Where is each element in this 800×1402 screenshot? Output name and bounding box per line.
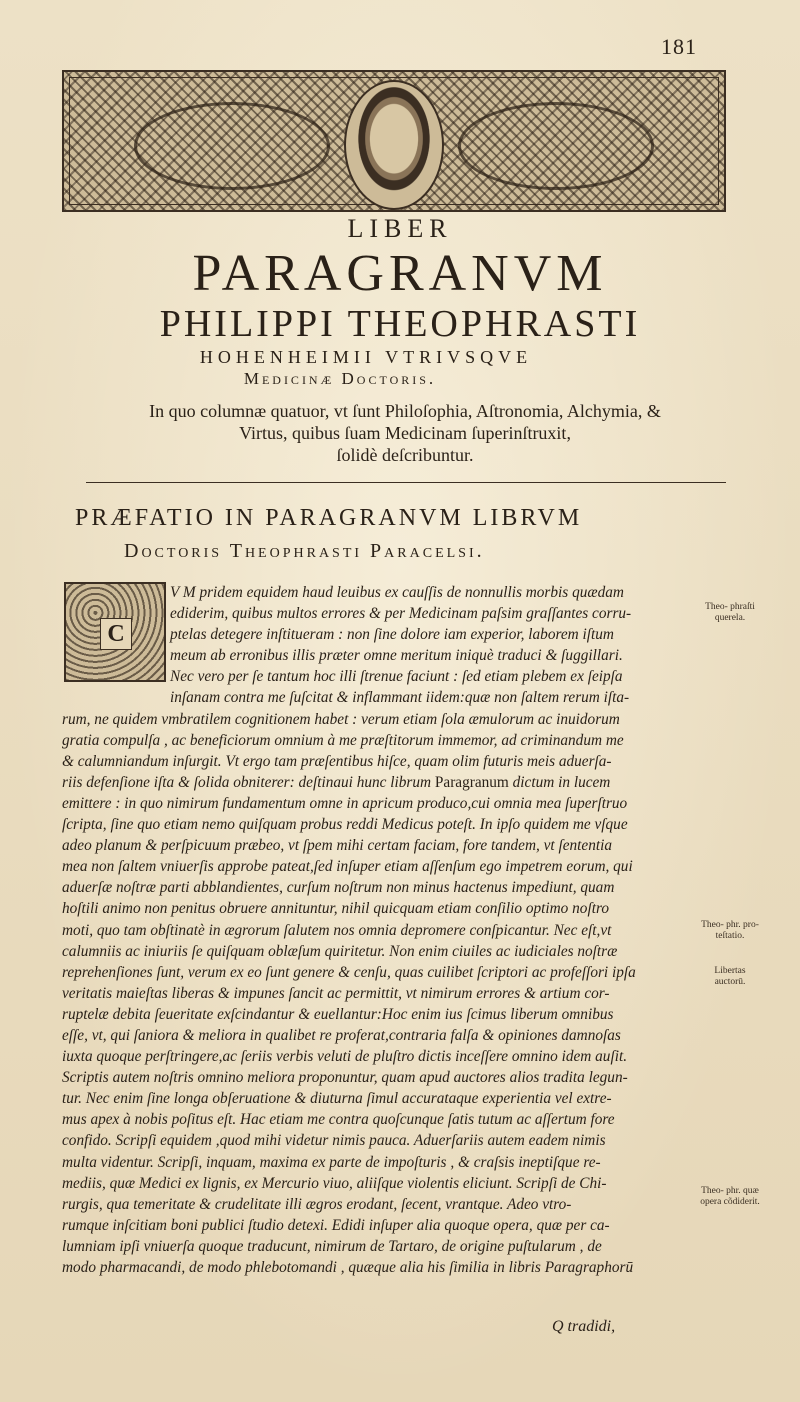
text-line: mediis, quæ Medici ex lignis, ex Mercurio viuo, aliiſque violentis eliciunt. Scripſi de Chi- (62, 1174, 607, 1192)
text-line: confido. Scripſi equidem ,quod mihi videtur nimis pauca. Aduerſariis autem eadem nimis (62, 1132, 606, 1150)
catchword: Q tradidi, (552, 1318, 616, 1335)
margin-note: Theo- phr. quæ opera cõdiderit. (700, 1186, 760, 1207)
title-author: PHILIPPI THEOPHRASTI (159, 303, 641, 345)
subtitle-line: In quo columnæ quatuor, vt ſunt Philoſophia, Aſtronomia, Alchymia, & (149, 401, 661, 421)
subtitle (60, 400, 750, 466)
text-line: tur. Nec enim ſine longa obſeruatione & diuturna ſimul accurataque experientia vel extre- (62, 1090, 612, 1108)
ornamental-headpiece (62, 70, 726, 212)
praefatio-subheading: Doctoris Theophrasti Paracelsi. (124, 540, 485, 562)
scroll-ornament-right (458, 102, 654, 190)
text-line: reprehenſiones ſunt, verum ex eo ſunt genere & cenſu, quas cuilibet ſcriptori ac profeſſori ipſa (62, 963, 636, 981)
text-line: ptelas detegere inſtitueram : non ſine dolore iam experior, laborem iſtum (170, 626, 614, 644)
text-line: emittere : in quo nimirum fundamentum omne in apricum produco,cui omnia mea ſuperſtruo (62, 794, 628, 812)
page-number: 181 (661, 34, 697, 59)
roman-word: Paragranum (434, 773, 509, 791)
title-paragranum: PARAGRANVM (192, 245, 608, 302)
subtitle-line: ſolidè deſcribuntur. (336, 445, 474, 465)
medallion-ornament (344, 80, 444, 210)
margin-note: Theo- phr. pro- teſtatio. (701, 920, 759, 941)
text-line: ſcripta, ſine quo etiam nemo quiſquam probus reddi Medicus poteſt. In ipſo quidem me vſque (62, 816, 628, 834)
text-line: calumniis ac iniuriis ſe quiſquam oblæſum quiritetur. Non enim ciuiles ac iudiciales noſtræ (62, 942, 618, 960)
text-line: ruptelæ debita ſeueritate exſcindantur & euellantur:Hoc enim ius ſcimus liberum omnibus (62, 1005, 614, 1023)
text-line: adeo planum & perſpicuum præbeo, vt ſpem mihi certam faciam, fore tandem, vt ſententia (62, 837, 613, 855)
text-line: lumniam ipſi vniuerſa quoque traducunt, nimirum de Tartaro, de origine puſtularum , de (62, 1237, 602, 1255)
margin-note: Theo- phraſti querela. (705, 602, 755, 623)
title-hohenheimii: HOHENHEIMII VTRIVSQVE (199, 347, 533, 367)
text-line: rum, ne quidem vmbratilem cognitionem habet : verum etiam ſola æmulorum ac inuidorum (62, 710, 620, 728)
initial-letter: C (100, 618, 132, 650)
text-line: hoſtili animo non penitus obruere annituntur, nihil quicquam etiam conſilio optimo noſtro (62, 900, 609, 918)
text-line: Nec vero per ſe tantum hoc illi ſtrenue faciunt : ſed etiam plebem ex ſeipſa (170, 668, 623, 686)
text-line: meum ab erronibus illis præter omne meritum iniquè traduci & ſuggillari. (170, 647, 623, 665)
preface-body (62, 582, 690, 1278)
text-line: Scriptis autem noſtris omnino meliora proponuntur, quam apud auctores alios tradita legun- (62, 1069, 628, 1087)
text-line: modo pharmacandi, de modo phlebotomandi , quæque alia his ſimilia in libris Paragraphorū (62, 1259, 634, 1276)
text-line: mus apex à nobis poſitus eſt. Hac etiam me contra quoſcunque ſatis tutum ac aſſertum fore (62, 1111, 615, 1129)
text-line: inſanam contra me ſuſcitat & inflammant iidem:quæ non ſaltem rerum iſta- (170, 689, 630, 707)
text-line: rumque inſcitiam boni publici ſtudio detexi. Edidi inſuper alia quoque opera, quæ per ca- (62, 1216, 610, 1234)
text-line: veritatis maieſtas liberas & impunes ſancit ac permittit, vt nimirum errores & artium cor- (62, 984, 610, 1002)
text-line: & calumniandum inſurgit. Vt ergo tam præſentibus hiſce, quam olim futuris meis aduerſa- (62, 752, 612, 770)
scroll-ornament-left (134, 102, 330, 190)
horizontal-rule (86, 482, 726, 483)
text-line: eſſe, vt, qui ſaniora & meliora in qualibet re proferat,contraria falſa & opiniones damnoſas (62, 1026, 621, 1044)
text-line: iuxta quoque perſtringere,ac ſeriis verbis veluti de pluſtro dictis inceſſere omnino idem auſit. (62, 1048, 628, 1066)
text-line: gratia compulſa , ac beneficiorum omnium à me præſtitorum immemor, ad criminandum me (62, 731, 624, 749)
title-medicinae: Medicinæ Doctoris. (243, 369, 437, 388)
text-line: mea non ſaltem vniuerſis approbe pateat,ſed inſuper etiam aſſenſum ego impetrem eorum, qui (62, 858, 633, 876)
decorated-initial (64, 582, 166, 682)
praefatio-heading: PRÆFATIO IN PARAGRANVM LIBRVM (75, 505, 583, 531)
title-liber: LIBER (347, 214, 453, 243)
text-line: moti, quo tam obſtinatè in ægrorum ſalutem nos omnia depromere conſpicantur. Nec eſt,vt (62, 921, 612, 939)
margin-note: Libertas auctorū. (714, 966, 746, 987)
subtitle-line: Virtus, quibus ſuam Medicinam ſuperinſtruxit, (239, 423, 571, 443)
text-line: riis defenſione iſta & ſolida obniterer: deſtinaui hunc librum Paragranum dictum in lucem (62, 773, 611, 791)
text-line: V M pridem equidem haud leuibus ex cauſſis de nonnullis morbis quædam (170, 584, 624, 601)
text-line: multa videntur. Scripſi, inquam, maxima ex parte de impoſturis , & craſsis ineptiſque re- (62, 1153, 601, 1171)
text-line: rurgis, qua temeritate & crudelitate illi ægros erodant, ſecent, vrantque. Adeo vtro- (62, 1195, 572, 1213)
text-line: aduerſæ noſtræ parti abblandientes, curſum noſtrum non minus hactenus impediunt, quam (62, 879, 615, 897)
text-line: ediderim, quibus multos errores & per Medicinam paſsim graſſantes corru- (170, 605, 632, 623)
